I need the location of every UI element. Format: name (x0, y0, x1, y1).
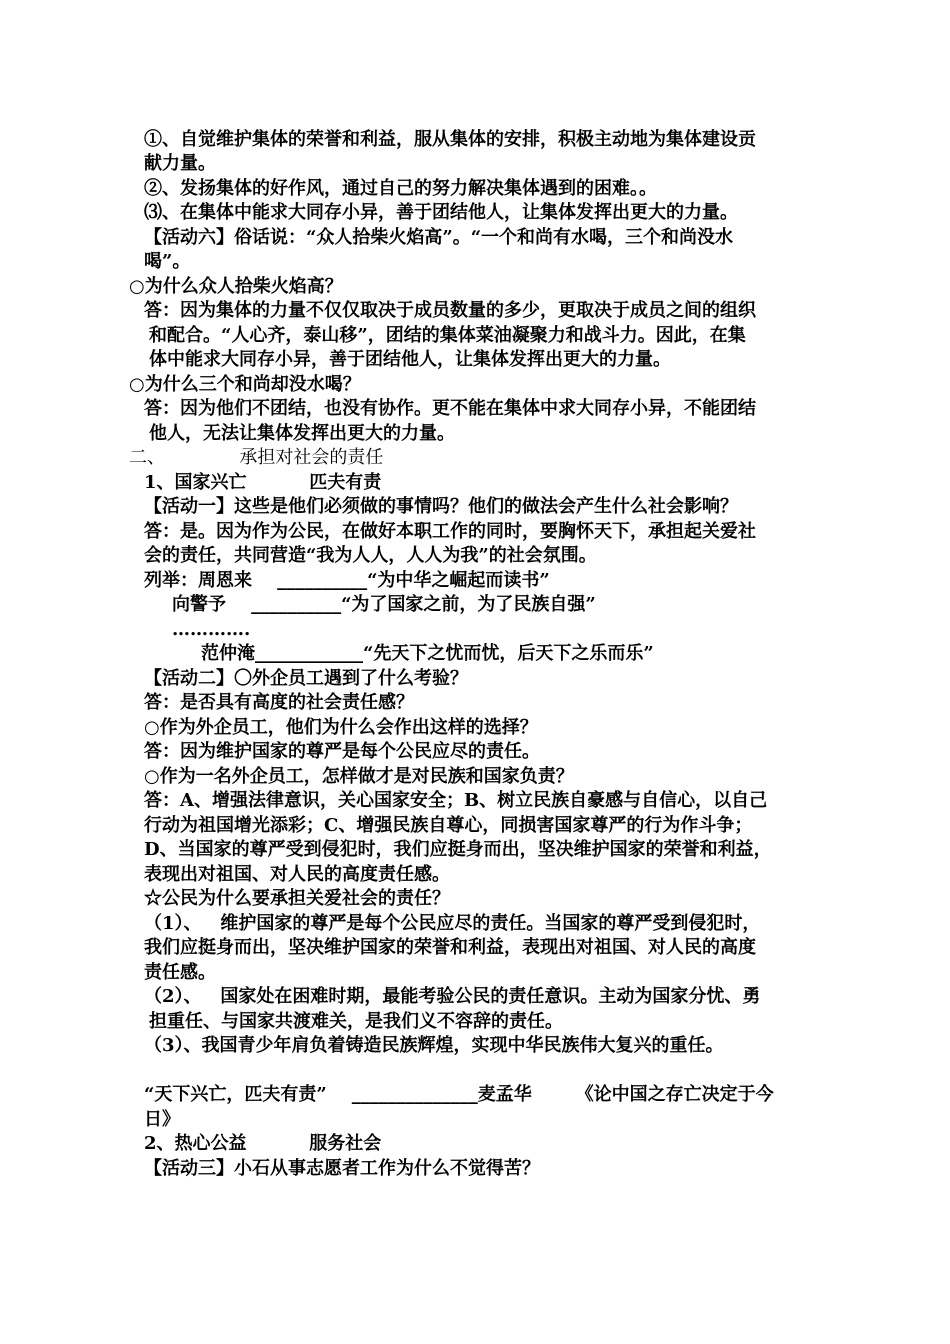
text-line: ○为什么三个和尚却没水喝？ (129, 374, 361, 395)
text-line: 献力量。 (144, 153, 216, 174)
text-line: 我们应挺身而出，坚决维护国家的荣誉和利益，表现出对祖国、对人民的高度 (144, 937, 756, 958)
text-line: ☆公民为什么要承担关爱社会的责任？ (144, 888, 450, 909)
text-line: 他人，无法让集体发挥出更大的力量。 (149, 423, 455, 444)
text-line: ○为什么众人拾柴火焰高？ (129, 276, 343, 297)
text-line: 会的责任，共同营造“我为人人，人人为我”的社会氛围。 (144, 545, 597, 566)
text-line: 表现出对祖国、对人民的高度责任感。 (144, 864, 450, 885)
text-line: 喝”。 (144, 251, 191, 272)
text-line: 答：是否具有高度的社会责任感？ (144, 692, 414, 713)
text-line: 日》 (144, 1109, 180, 1130)
text-line: …………. (172, 619, 251, 640)
text-line: 责任感。 (144, 962, 216, 983)
text-line: （3）、我国青少年肩负着铸造民族辉煌，实现中华民族伟大复兴的重任。 (144, 1035, 724, 1056)
subsection-heading: 2、热心公益 服务社会 (144, 1133, 382, 1154)
text-line: 答：因为集体的力量不仅仅取决于成员数量的多少，更取决于成员之间的组织 (144, 300, 756, 321)
text-line: 答：是。因为作为公民，在做好本职工作的同时，要胸怀天下，承担起关爱社 (144, 521, 756, 542)
text-line: 【活动三】小石从事志愿者工作为什么不觉得苦？ (144, 1158, 540, 1179)
text-line: 范仲淹____________“先天下之忧而忧，后天下之乐而乐” (201, 643, 654, 664)
text-line: D、当国家的尊严受到侵犯时，我们应挺身而出，坚决维护国家的荣誉和利益， (144, 839, 772, 860)
subsection-heading: 1、国家兴亡 匹夫有责 (144, 472, 382, 493)
text-line: （1）、 维护国家的尊严是每个公民应尽的责任。当国家的尊严受到侵犯时， (144, 913, 761, 934)
text-line: ⑶、在集体中能求大同存小异，善于团结他人，让集体发挥出更大的力量。 (144, 202, 738, 223)
text-line: 答：因为维护国家的尊严是每个公民应尽的责任。 (144, 741, 540, 762)
text-line: 答：A、增强法律意识，关心国家安全；B、树立民族自豪感与自信心，以自己 (144, 790, 768, 811)
text-line: 向警予 __________“为了国家之前，为了民族自强” (172, 594, 596, 615)
text-line: 列举：周恩来 __________“为中华之崛起而读书” (144, 570, 550, 591)
text-line: 行动为祖国增光添彩；C、增强民族自尊心，同损害国家尊严的行为作斗争； (144, 815, 753, 836)
text-line: 【活动一】这些是他们必须做的事情吗？他们的做法会产生什么社会影响？ (144, 496, 738, 517)
text-line: 【活动六】俗话说：“众人拾柴火焰高”。“一个和尚有水喝，三个和尚没水 (144, 227, 734, 248)
text-line: 和配合。“人心齐，泰山移”，团结的集体菜油凝聚力和战斗力。因此，在集 (149, 325, 746, 346)
text-line: 答：因为他们不团结，也没有协作。更不能在集体中求大同存小异，不能团结 (144, 398, 756, 419)
section-heading: 二、 承担对社会的责任 (129, 447, 384, 468)
text-line: ○作为外企员工，他们为什么会作出这样的选择？ (144, 717, 538, 738)
text-line: ○作为一名外企员工，怎样做才是对民族和国家负责？ (144, 766, 574, 787)
text-line: （2）、 国家处在困难时期，最能考验公民的责任意识。主动为国家分忧、勇 (144, 986, 761, 1007)
text-line: ②、发扬集体的好作风，通过自己的努力解决集体遇到的困难。。 (144, 178, 657, 199)
text-line: “天下兴亡，匹夫有责” ______________麦孟华 《论中国之存亡决定于今 (144, 1084, 774, 1105)
text-line: 【活动二】〇外企员工遇到了什么考验？ (144, 668, 468, 689)
text-line: ①、自觉维护集体的荣誉和利益，服从集体的安排，积极主动地为集体建设贡 (144, 129, 756, 150)
text-line: 担重任、与国家共渡难关，是我们义不容辞的责任。 (149, 1011, 563, 1032)
text-line: 体中能求大同存小异，善于团结他人，让集体发挥出更大的力量。 (149, 349, 671, 370)
